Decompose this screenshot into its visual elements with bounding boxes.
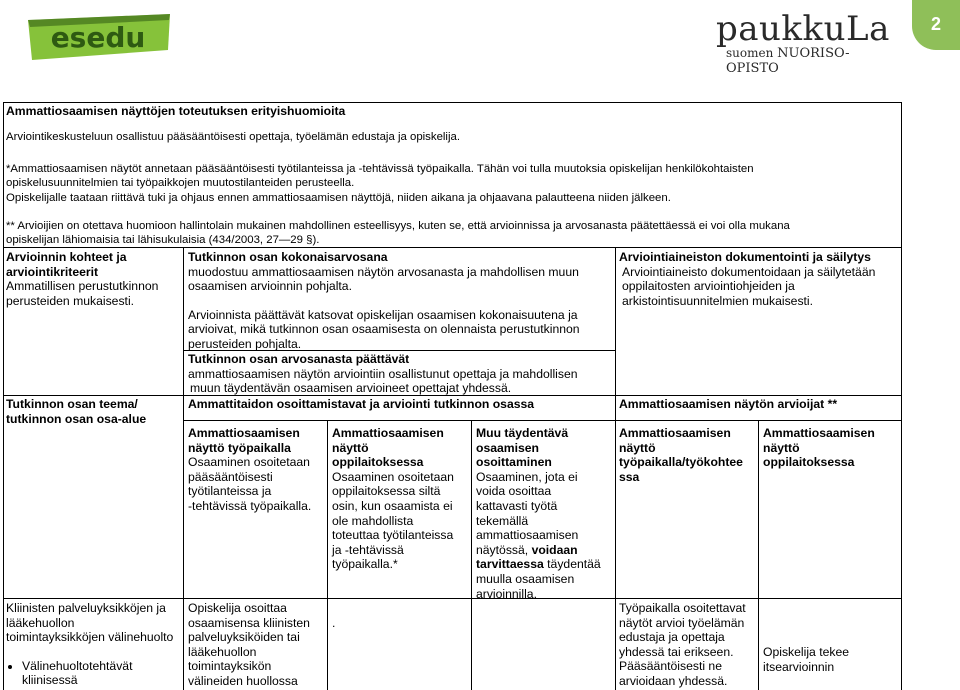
intro-paragraph-2: *Ammattiosaamisen näytöt annetaan pääsääntöisesti työtilanteissa ja -tehtävissä työpaikalla. Tähän voi tulla muutoksia opiskelijan henkilökohtaisten opiskelusuunnitelmien tai työpaikkojen muutostilanteiden perusteella. [6,163,754,190]
grade-deciders-cell: Tutkinnon osan arvosanasta päättävät ammattiosaamisen näytön arviointiin osallistunut opettaja ja mahdollisen muun täydentävän osaamisen arvioineet opettajat yhdessä. [188,352,578,396]
workplace-assessor-description: Työpaikalla osoitettavat näytöt arvioi työelämän edustaja ja opettaja yhdessä tai erikseen. Pääsääntöisesti ne arvioidaan yhdessä. [619,601,746,688]
self-assessment-description: Opiskelija tekee itsearvioinnin [763,645,850,674]
school-assessor-header: Ammattiosaamisen näyttö oppilaitoksessa [763,426,875,470]
workplace-assessor-header: Ammattiosaamisen näyttö työpaikalla/työkohtee ssa [619,426,743,484]
theme-header: Tutkinnon osan teema/ tutkinnon osan osa-alue [6,397,147,426]
overall-grade-cell: Tutkinnon osan kokonaisarvosana muodostuu ammattiosaamisen näytön arvosanasta ja mahdollisen muun osaamisen arvioinnin pohjalta. Arvioinnista päättävät katsovat opiskelijan osaamisen kokonaisuutena ja arvioivat, mikä tutkinnon osan osaamisesta on olennaista perustutkinnon perusteiden pohjalta. [188,250,580,351]
supplementary-demonstration-header: Muu täydentävä osaamisen osoittaminen Osaaminen, jota ei voida osoittaa kattavasti työtä tekemällä ammattiosaamisen näytössä, voidaan tarvittaessa täydentää muulla osaamisen arvioinnilla. [476,426,601,601]
task-list [6,659,182,688]
list-item: • Välinehuoltotehtävät kliinisessä [22,659,182,688]
page-number-badge [912,0,960,50]
intro-paragraph-3: Opiskelijalle taataan riittävä tuki ja ohjaus ennen ammattiosaamisen näyttöjä, niiden aikana ja ohjaavana palautteena niiden jälkeen. [6,192,671,204]
instrument-maintenance-cell: Kliinisten palveluyksikköjen ja lääkehuollon toimintayksikköjen välinehuolto • Välinehuoltotehtävät kliinisessä [6,601,182,688]
esedu-logo [26,14,172,62]
assessment-criteria-cell: Arvioinnin kohteet ja arviointikriteerit Ammatillisen perustutkinnon perusteiden mukaisesti. [6,250,159,308]
paukkula-logo: paukkuLa suomen NUORISO-OPISTO [716,9,890,76]
demonstration-methods-header: Ammattitaidon osoittamistavat ja arviointi tutkinnon osassa [188,397,535,411]
page-number: 2 [930,14,941,34]
intro-paragraph-1: Arviointikeskusteluun osallistuu pääsääntöisesti opettaja, työelämän edustaja ja opiskelija. [6,131,460,143]
assessors-header: Ammattiosaamisen näytön arvioijat ** [619,397,838,411]
documentation-cell: Arviointiaineiston dokumentointi ja säilytys Arviointiaineisto dokumentoidaan ja säilytetään oppilaitosten arviointiohjeiden ja arkistointisuunnitelmien mukaisesti. [619,250,876,308]
school-demonstration-header: Ammattiosaamisen näyttö oppilaitoksessa Osaaminen osoitetaan oppilaitoksessa siltä osin, kun osaamista ei ole mahdollista toteuttaa työtilanteissa ja -tehtävissä työpaikalla.* [332,426,454,572]
school-demonstration-description: . [332,616,336,630]
intro-paragraph-4: ** Arvioijien on otettava huomioon hallintolain mukainen mahdollinen esteellisyys, kuten se, että arvioinnissa ja arvosanasta päätettäessä ei voi olla mukana opiskelijan lähiomaisia tai lähisukulaisia (434/2003, 27—29 §). [6,220,790,247]
workplace-demonstration-description: Opiskelija osoittaa osaamisensa kliinisten palveluyksiköiden tai lääkehuollon toimintayksikön välineiden huollossa [188,601,310,688]
workplace-demonstration-header: Ammattiosaamisen näyttö työpaikalla Osaaminen osoitetaan pääsääntöisesti työtilanteissa ja -tehtävissä työpaikalla. [188,426,312,513]
svg-text:esedu: esedu [50,21,146,54]
section-heading: Ammattiosaamisen näyttöjen toteutuksen erityishuomioita [6,104,346,118]
